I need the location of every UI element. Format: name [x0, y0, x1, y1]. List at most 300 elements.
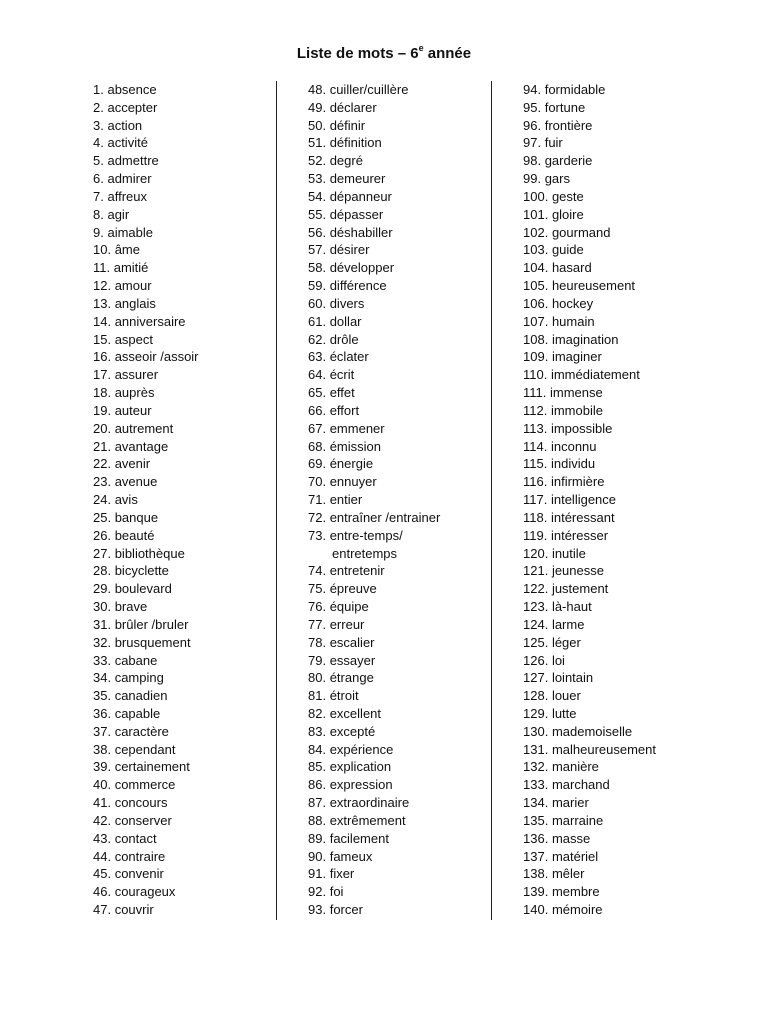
- entry-word: certainement: [114, 759, 190, 775]
- entry-word: cuiller/cuillère: [329, 82, 409, 97]
- entry-number: 20.: [93, 420, 112, 436]
- entry-word: là-haut: [551, 599, 592, 615]
- entry-word: mêler: [551, 866, 585, 882]
- entry-word: hockey: [551, 295, 594, 311]
- entry-word: marchand: [551, 777, 610, 793]
- entry-number: 38.: [93, 741, 112, 757]
- entry-number: 129.: [523, 705, 549, 721]
- word-entry: [93, 491, 293, 509]
- word-entry: [308, 313, 508, 331]
- entry-number: 84.: [308, 741, 327, 757]
- entry-word: immédiatement: [550, 367, 640, 383]
- entry-number: 11.: [93, 260, 111, 276]
- entry-number: 68.: [308, 438, 327, 454]
- entry-word: épreuve: [329, 581, 377, 597]
- entry-number: 69.: [308, 456, 327, 472]
- entry-word: justement: [551, 581, 609, 597]
- entry-word: mémoire: [551, 902, 603, 918]
- word-entry: [308, 152, 508, 170]
- entry-word: immobile: [550, 402, 603, 418]
- entry-number: 131.: [523, 741, 549, 757]
- word-entry: [308, 224, 508, 242]
- word-entry: [523, 687, 723, 705]
- entry-number: 98.: [523, 153, 542, 169]
- entry-word: manière: [551, 759, 599, 775]
- word-entry: [93, 224, 293, 242]
- entry-word: écrit: [329, 367, 355, 383]
- word-column-3: [523, 81, 723, 919]
- entry-number: 101.: [523, 206, 549, 222]
- entry-number: 31.: [93, 616, 112, 632]
- entry-number: 74.: [308, 563, 327, 579]
- entry-word: intéressant: [550, 509, 615, 525]
- entry-word: cependant: [114, 741, 176, 757]
- word-entry: [523, 741, 723, 759]
- word-entry: [93, 545, 293, 563]
- entry-number: 130.: [523, 723, 549, 739]
- entry-number: 46.: [93, 884, 112, 900]
- word-entry: [308, 812, 508, 830]
- word-entry: [523, 723, 723, 741]
- entry-number: 49.: [308, 99, 327, 115]
- entry-word: entretenir: [329, 563, 385, 579]
- word-entry: [93, 723, 293, 741]
- entry-word: guide: [551, 242, 584, 258]
- entry-word: déclarer: [329, 99, 377, 115]
- entry-number: 8.: [93, 206, 104, 222]
- word-entry: [308, 705, 508, 723]
- word-entry: [523, 188, 723, 206]
- entry-number: 113.: [523, 420, 548, 436]
- entry-word: excellent: [329, 705, 382, 721]
- entry-word: foi: [329, 884, 344, 900]
- entry-number: 30.: [93, 599, 112, 615]
- entry-word: bibliothèque: [114, 545, 185, 561]
- entry-word: larme: [551, 616, 585, 632]
- word-column-2: [308, 81, 508, 919]
- word-entry: [308, 295, 508, 313]
- entry-number: 86.: [308, 777, 327, 793]
- entry-word: imaginer: [551, 349, 602, 365]
- entry-number: 87.: [308, 795, 327, 811]
- entry-number: 134.: [523, 795, 549, 811]
- entry-number: 61.: [308, 313, 327, 329]
- entry-word: amour: [114, 278, 152, 294]
- word-entry: [93, 883, 293, 901]
- entry-number: 51.: [308, 135, 327, 151]
- entry-word: effort: [329, 402, 360, 418]
- word-entry: [93, 81, 293, 99]
- entry-number: 73.: [308, 527, 327, 543]
- entry-number: 115.: [523, 456, 548, 472]
- word-entry: [523, 848, 723, 866]
- entry-number: 56.: [308, 224, 327, 240]
- entry-word: infirmière: [550, 474, 605, 490]
- word-entry: [523, 830, 723, 848]
- entry-number: 62.: [308, 331, 327, 347]
- entry-word: mademoiselle: [551, 723, 633, 739]
- word-entry: [523, 313, 723, 331]
- entry-number: 57.: [308, 242, 327, 258]
- entry-word: gloire: [551, 206, 584, 222]
- entry-word: commerce: [114, 777, 176, 793]
- word-entry: [523, 598, 723, 616]
- entry-number: 59.: [308, 278, 327, 294]
- entry-word: lointain: [551, 670, 594, 686]
- word-entry: [308, 562, 508, 580]
- word-entry: [308, 509, 508, 527]
- word-entry: [93, 331, 293, 349]
- entry-number: 77.: [308, 616, 327, 632]
- entry-number: 35.: [93, 688, 112, 704]
- entry-word: humain: [551, 313, 595, 329]
- entry-number: 17.: [93, 367, 112, 383]
- entry-word: déshabiller: [329, 224, 393, 240]
- word-entry: [308, 348, 508, 366]
- entry-word: expérience: [329, 741, 394, 757]
- entry-number: 12.: [93, 278, 112, 294]
- word-entry: [308, 491, 508, 509]
- entry-word: gars: [544, 171, 570, 187]
- entry-number: 33.: [93, 652, 112, 668]
- word-entry: [308, 776, 508, 794]
- entry-number: 82.: [308, 705, 327, 721]
- entry-word: caractère: [114, 723, 169, 739]
- entry-word: marier: [551, 795, 589, 811]
- word-entry: [523, 420, 723, 438]
- word-entry: [523, 562, 723, 580]
- entry-number: 39.: [93, 759, 112, 775]
- entry-word: escalier: [329, 634, 375, 650]
- word-entry: [308, 134, 508, 152]
- entry-number: 19.: [93, 402, 112, 418]
- entry-number: 67.: [308, 420, 327, 436]
- entry-number: 92.: [308, 884, 327, 900]
- entry-word: hasard: [551, 260, 592, 276]
- word-entry: [523, 509, 723, 527]
- entry-number: 48.: [308, 82, 327, 97]
- word-entry: [93, 812, 293, 830]
- word-entry: [523, 634, 723, 652]
- entry-number: 34.: [93, 670, 112, 686]
- entry-number: 42.: [93, 812, 112, 828]
- entry-word: intéresser: [550, 527, 609, 543]
- entry-number: 65.: [308, 385, 327, 401]
- entry-number: 122.: [523, 581, 549, 597]
- entry-word: action: [107, 117, 143, 133]
- word-entry: [308, 848, 508, 866]
- entry-number: 60.: [308, 295, 327, 311]
- entry-word: essayer: [329, 652, 376, 668]
- entry-number: 81.: [308, 688, 327, 704]
- entry-word: divers: [329, 295, 365, 311]
- word-entry: [523, 901, 723, 919]
- entry-word: dépasser: [329, 206, 384, 222]
- entry-word: asseoir /assoir: [114, 349, 199, 365]
- word-entry: [308, 634, 508, 652]
- word-entry: [308, 206, 508, 224]
- entry-number: 78.: [308, 634, 327, 650]
- entry-number: 93.: [308, 902, 327, 918]
- entry-word: couvrir: [114, 902, 154, 918]
- entry-number: 9.: [93, 224, 104, 240]
- entry-word: cabane: [114, 652, 158, 668]
- word-entry: [308, 616, 508, 634]
- entry-number: 123.: [523, 599, 549, 615]
- entry-number: 126.: [523, 652, 549, 668]
- word-entry: [93, 384, 293, 402]
- word-entry: [523, 438, 723, 456]
- entry-word: drôle: [329, 331, 359, 347]
- entry-word: contraire: [114, 848, 166, 864]
- word-entry: [308, 241, 508, 259]
- entry-number: 90.: [308, 848, 327, 864]
- word-entry: [93, 241, 293, 259]
- entry-word: membre: [551, 884, 600, 900]
- entry-number: 136.: [523, 830, 549, 846]
- word-entry: [523, 117, 723, 135]
- word-entry: [308, 669, 508, 687]
- entry-word: lutte: [551, 705, 577, 721]
- entry-number: 1.: [93, 82, 104, 97]
- entry-number: 111.: [523, 385, 547, 401]
- entry-word: garderie: [544, 153, 593, 169]
- entry-word: individu: [550, 456, 596, 472]
- entry-number: 76.: [308, 599, 327, 615]
- entry-number: 37.: [93, 723, 112, 739]
- entry-number: 24.: [93, 492, 112, 508]
- word-entry: [523, 384, 723, 402]
- word-entry: [93, 438, 293, 456]
- entry-word: autrement: [114, 420, 174, 436]
- word-entry: [93, 206, 293, 224]
- title-main: Liste de mots – 6: [296, 45, 419, 62]
- entry-number: 109.: [523, 349, 549, 365]
- word-entry: [523, 865, 723, 883]
- word-entry: [93, 473, 293, 491]
- entry-word: effet: [329, 385, 355, 401]
- entry-number: 120.: [523, 545, 549, 561]
- word-entry: [523, 152, 723, 170]
- word-entry: [523, 206, 723, 224]
- entry-number: 18.: [93, 385, 112, 401]
- entry-word: fameux: [329, 848, 373, 864]
- entry-word: matériel: [551, 848, 599, 864]
- entry-word: dollar: [329, 313, 362, 329]
- entry-word: fortune: [544, 99, 586, 115]
- word-entry: [308, 758, 508, 776]
- entry-word: amitié: [113, 260, 149, 276]
- entry-number: 27.: [93, 545, 112, 561]
- entry-word: impossible: [550, 420, 613, 436]
- word-entry: [308, 402, 508, 420]
- entry-word: fuir: [544, 135, 563, 151]
- entry-word: camping: [114, 670, 164, 686]
- word-entry: [523, 794, 723, 812]
- entry-word: dépanneur: [329, 188, 392, 204]
- word-entry: [93, 170, 293, 188]
- entry-number: 28.: [93, 563, 112, 579]
- entry-number: 116.: [523, 474, 548, 490]
- entry-number: 41.: [93, 795, 112, 811]
- entry-number: 91.: [308, 866, 327, 882]
- word-entry: [93, 598, 293, 616]
- entry-word: heureusement: [551, 278, 636, 294]
- entry-word: frontière: [544, 117, 593, 133]
- word-entry: [93, 562, 293, 580]
- word-entry: [308, 580, 508, 598]
- entry-word: courageux: [114, 884, 176, 900]
- page-title: [0, 44, 768, 64]
- entry-word: entier: [329, 492, 363, 508]
- word-entry: [523, 366, 723, 384]
- entry-word: extraordinaire: [329, 795, 410, 811]
- entry-number: 89.: [308, 830, 327, 846]
- entry-word: brave: [114, 599, 148, 615]
- word-entry: [308, 901, 508, 919]
- entry-number: 47.: [93, 902, 112, 918]
- entry-word: brusquement: [114, 634, 191, 650]
- entry-word: brûler /bruler: [114, 616, 189, 632]
- word-entry: [93, 794, 293, 812]
- entry-number: 25.: [93, 509, 112, 525]
- entry-word: avis: [114, 492, 138, 508]
- word-entry: [523, 705, 723, 723]
- word-entry: [523, 491, 723, 509]
- entry-word: gourmand: [551, 224, 611, 240]
- entry-number: 52.: [308, 153, 327, 169]
- word-entry: [93, 758, 293, 776]
- entry-number: 64.: [308, 367, 327, 383]
- word-entry: [523, 473, 723, 491]
- entry-word: assurer: [114, 367, 159, 383]
- word-entry: [308, 598, 508, 616]
- entry-number: 108.: [523, 331, 549, 347]
- word-entry: [308, 652, 508, 670]
- entry-number: 112.: [523, 402, 548, 418]
- entry-word: loi: [551, 652, 565, 668]
- word-entry: [93, 580, 293, 598]
- word-entry: [523, 527, 723, 545]
- entry-word: émission: [329, 438, 381, 454]
- word-entry: [93, 402, 293, 420]
- entry-number: 135.: [523, 812, 549, 828]
- word-entry: [308, 331, 508, 349]
- entry-number: 103.: [523, 242, 549, 258]
- entry-number: 10.: [93, 242, 112, 258]
- entry-word: avantage: [114, 438, 169, 454]
- entry-number: 72.: [308, 509, 327, 525]
- word-entry: [93, 901, 293, 919]
- word-entry: [523, 812, 723, 830]
- entry-word: contact: [114, 830, 157, 846]
- entry-word: énergie: [329, 456, 374, 472]
- entry-number: 140.: [523, 902, 549, 918]
- word-entry: [93, 848, 293, 866]
- word-entry: [308, 687, 508, 705]
- word-entry: [93, 705, 293, 723]
- entry-word: inconnu: [550, 438, 597, 454]
- word-entry: [523, 669, 723, 687]
- entry-word: concours: [114, 795, 168, 811]
- word-entry: [308, 170, 508, 188]
- entry-word: convenir: [114, 866, 164, 882]
- entry-number: 107.: [523, 313, 549, 329]
- word-entry: [93, 420, 293, 438]
- entry-number: 7.: [93, 188, 104, 204]
- entry-word: définir: [329, 117, 366, 133]
- word-entry: [523, 883, 723, 901]
- entry-number: 66.: [308, 402, 327, 418]
- entry-word: erreur: [329, 616, 365, 632]
- entry-word: agir: [107, 206, 130, 222]
- entry-number: 58.: [308, 260, 327, 276]
- entry-number: 4.: [93, 135, 104, 151]
- entry-number: 43.: [93, 830, 112, 846]
- word-entry: [308, 366, 508, 384]
- entry-word: âme: [114, 242, 140, 258]
- word-entry: [93, 99, 293, 117]
- entry-word: bicyclette: [114, 563, 169, 579]
- word-entry: [308, 830, 508, 848]
- entry-word: entraîner /entrainer: [329, 509, 441, 525]
- entry-number: 104.: [523, 260, 549, 276]
- entry-number: 114.: [523, 438, 548, 454]
- word-entry: [523, 331, 723, 349]
- entry-number: 96.: [523, 117, 542, 133]
- entry-word: admirer: [107, 171, 152, 187]
- entry-word: capable: [114, 705, 161, 721]
- word-entry: [523, 545, 723, 563]
- entry-number: 55.: [308, 206, 327, 222]
- entry-number: 139.: [523, 884, 549, 900]
- word-entry: [308, 188, 508, 206]
- title-superscript: e: [418, 43, 424, 53]
- entry-word: malheureusement: [551, 741, 656, 757]
- word-entry: [93, 366, 293, 384]
- word-entry: [308, 420, 508, 438]
- entry-word: avenue: [114, 474, 158, 490]
- entry-number: 85.: [308, 759, 327, 775]
- word-entry: [93, 741, 293, 759]
- entry-number: 100.: [523, 188, 549, 204]
- entry-number: 138.: [523, 866, 549, 882]
- entry-word-continuation: entretemps: [332, 545, 398, 561]
- entry-word: boulevard: [114, 581, 172, 597]
- entry-number: 121.: [523, 563, 549, 579]
- word-entry: [523, 776, 723, 794]
- entry-number: 128.: [523, 688, 549, 704]
- word-entry: [523, 295, 723, 313]
- entry-word: formidable: [544, 82, 606, 97]
- entry-number: 21.: [93, 438, 112, 454]
- entry-number: 97.: [523, 135, 542, 151]
- word-entry: [523, 580, 723, 598]
- word-entry: [93, 455, 293, 473]
- entry-word: facilement: [329, 830, 389, 846]
- word-entry: [93, 313, 293, 331]
- entry-word: anniversaire: [114, 313, 186, 329]
- word-entry: [93, 634, 293, 652]
- word-entry: [93, 865, 293, 883]
- entry-word: marraine: [551, 812, 604, 828]
- entry-word: louer: [551, 688, 581, 704]
- entry-word: accepter: [107, 99, 158, 115]
- word-entry: [523, 81, 723, 99]
- entry-number: 15.: [93, 331, 112, 347]
- word-entry: [308, 794, 508, 812]
- entry-number: 54.: [308, 188, 327, 204]
